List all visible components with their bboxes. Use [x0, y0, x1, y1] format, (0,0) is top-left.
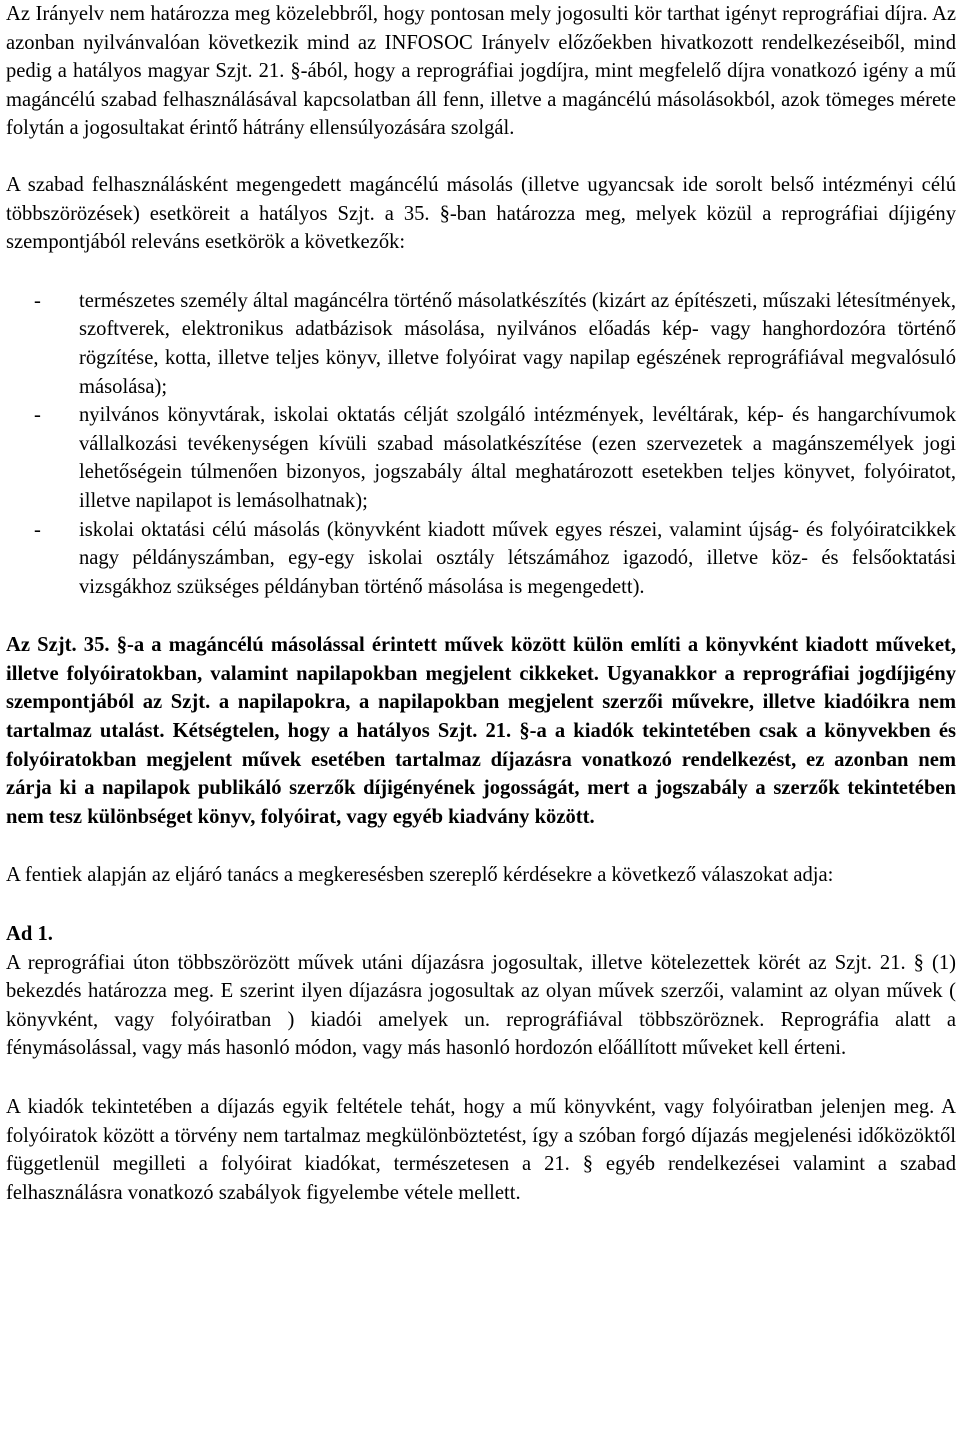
document-page — [6, 0, 956, 1207]
intro-paragraph-2: A szabad felhasználásként megengedett magáncélú másolás (illetve ugyancsak ide sorolt belső intézményi célú többszörözések) esetköreit a hatályos Szjt. a 35. §-ban határozza meg, melyek közül a reprográfiai díjigény szempontjából releváns esetkörök a következők: — [6, 173, 956, 254]
list-item-text: természetes személy által magáncélra történő másolatkészítés (kizárt az építészeti, műszaki létesítmények, szoftverek, elektronikus adatbázisok másolása, nyilvános előadás kép- vagy hanghordozóra történő rögzítése, kotta, illetve teljes könyv, illetve folyóirat vagy napilap egészének reprográfiával megvalósuló másolása); — [79, 289, 956, 398]
intro-paragraph-1: Az Irányelv nem határozza meg közelebbről, hogy pontosan mely jogosulti kör tarthat igényt reprográfiai díjra. Az azonban nyilvánvalóan következik mind az INFOSOC Irányelv előzőekben hivatkozott rendelkezéseiből, mind pedig a hatályos magyar Szjt. 21. §-ából, hogy a reprográfiai jogdíjra, mint megfelelő díjra vonatkozó igény a mű magáncélú szabad felhasználásával kapcsolatban áll fenn, illetve a magáncélú másolásokból, azok tömeges mérete folytán a jogosultakat érintő hátrány ellensúlyozására szolgál. — [6, 3, 956, 140]
list-item — [6, 287, 956, 401]
list-item — [6, 516, 956, 602]
list-dash: - — [34, 289, 41, 312]
free-use-case-list — [6, 287, 956, 602]
ad1-paragraph-2: A kiadók tekintetében a díjazás egyik feltétele tehát, hogy a mű könyvként, vagy folyóiratban jelenjen meg. A folyóiratok között a törvény nem tartalmaz megkülönböztetést, így a szóban forgó díjazás megjelenési időközöktől függetlenül megilleti a folyóirat kiadókat, természetesen a 21. § egyéb rendelkezései valamint a szabad felhasználásra vonatkozó szabályok figyelembe vétele mellett. — [6, 1096, 956, 1204]
list-item-text: iskolai oktatási célú másolás (könyvként kiadott művek egyes részei, valamint újság- és folyóiratcikkek nagy példányszámban, egy-egy iskolai osztály létszámához igazodó, illetve köz- és felsőoktatási vizsgákhoz szükséges példányban történő másolása is megengedett). — [79, 518, 956, 598]
list-item — [6, 401, 956, 515]
answers-intro-paragraph: A fentiek alapján az eljáró tanács a megkeresésben szereplő kérdésekre a következő válaszokat adja: — [6, 864, 834, 887]
list-item-text: nyilvános könyvtárak, iskolai oktatás célját szolgáló intézmények, levéltárak, kép- és hangarchívumok vállalkozási tevékenységen kívüli szabad másolatkészítése (ezen szervezetek a magánszemélyek jogi lehetőségein túlmenően bizonyos, jogszabály által meghatározott esetekben teljes könyvet, folyóiratot, illetve napilapot is lemásolhatnak); — [79, 404, 956, 512]
list-dash: - — [34, 518, 41, 541]
ad1-paragraph-1: A reprográfiai úton többszörözött művek utáni díjazásra jogosultak, illetve kötelezettek körét az Szjt. 21. § (1) bekezdés határozza meg. E szerint ilyen díjazásra jogosultak az olyan művek szerzői, valamint az olyan művek ( könyvként, vagy folyóiratban ) kiadói amelyek un. reprográfiával többszöröznek. Reprográfia alatt a fénymásolással, vagy más hasonló módon, vagy más hasonló hordozón előállított műveket kell érteni. — [6, 951, 956, 1060]
bold-paragraph: Az Szjt. 35. §-a a magáncélú másolással érintett művek között külön említi a könyvként kiadott műveket, illetve folyóiratokban, valamint napilapokban megjelent cikkeket. Ugyanakkor a reprográfiai jogdíjigény szempontjából az Szjt. a napilapokra, a napilapokban megjelent szerzői művekre, illetve kiadóikra nem tartalmaz utalást. Kétségtelen, hogy a hatályos Szjt. 21. §-a a kiadók tekintetében csak a könyvekben és folyóiratokban megjelent művek esetében tartalmaz díjazásra vonatkozó rendelkezést, ez azonban nem zárja ki a napilapok publikáló szerzők díjigényének jogosságát, mert a jogszabály a szerzők tekintetében nem tesz különbséget könyv, folyóirat, vagy egyéb kiadvány között. — [6, 634, 956, 828]
ad1-heading: Ad 1. — [6, 923, 53, 946]
list-dash: - — [34, 404, 41, 427]
